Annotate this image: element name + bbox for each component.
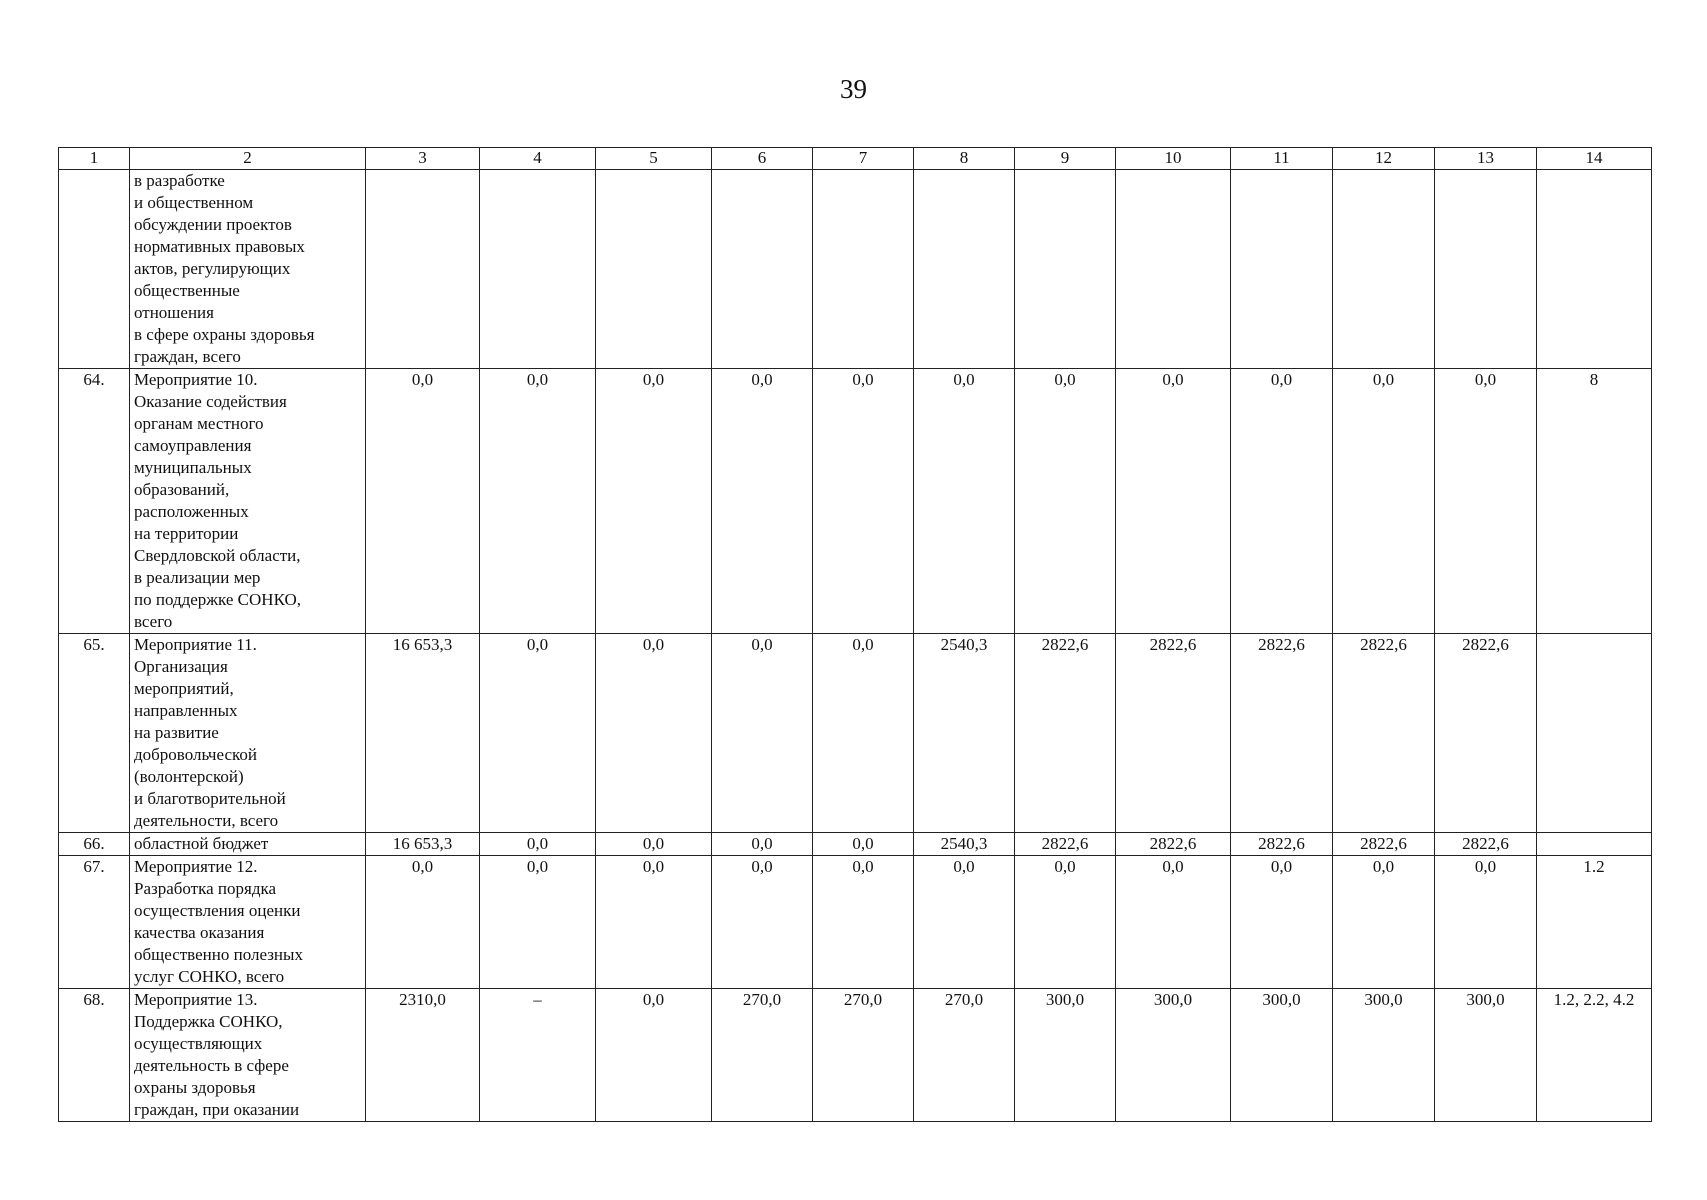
description-line: общественные	[134, 281, 240, 300]
description-line: граждан, всего	[134, 347, 241, 366]
value-cell: 2540,3	[914, 833, 1015, 856]
description-line: на территории	[134, 524, 239, 543]
column-header: 1	[59, 148, 130, 170]
description-line: в сфере охраны здоровья	[134, 325, 315, 344]
budget-table	[58, 147, 1652, 1122]
value-cell: 2822,6	[1231, 833, 1333, 856]
description-line: мероприятий,	[134, 679, 234, 698]
description-line: Разработка порядка	[134, 879, 277, 898]
column-header: 5	[596, 148, 712, 170]
column-header: 10	[1116, 148, 1231, 170]
column-header: 8	[914, 148, 1015, 170]
value-cell: 0,0	[1333, 369, 1435, 634]
description-line: качества оказания	[134, 923, 265, 942]
table-row	[59, 989, 1652, 1122]
description-line: муниципальных	[134, 458, 252, 477]
target-reference	[1537, 634, 1652, 833]
table-row	[59, 833, 1652, 856]
value-cell: 270,0	[914, 989, 1015, 1122]
page-number: 39	[840, 74, 867, 104]
value-cell: 0,0	[596, 369, 712, 634]
value-cell: 300,0	[1333, 989, 1435, 1122]
column-header: 4	[480, 148, 596, 170]
value-cell: 0,0	[914, 856, 1015, 989]
description-line: и общественном	[134, 193, 254, 212]
description-line: в реализации мер	[134, 568, 261, 587]
description-line: и благотворительной	[134, 789, 286, 808]
table-row	[59, 634, 1652, 833]
table-body	[59, 148, 1652, 1122]
description-line: общественно полезных	[134, 945, 303, 964]
value-cell: 0,0	[596, 856, 712, 989]
value-cell: 0,0	[366, 856, 480, 989]
row-number: 64.	[59, 369, 130, 634]
row-number: 67.	[59, 856, 130, 989]
description-line: услуг СОНКО, всего	[134, 967, 285, 986]
value-cell: 0,0	[712, 369, 813, 634]
description-line: областной бюджет	[134, 834, 269, 853]
description-line: деятельности, всего	[134, 811, 279, 830]
value-cell: 0,0	[1015, 856, 1116, 989]
row-description	[130, 833, 366, 856]
row-number: 65.	[59, 634, 130, 833]
value-cell: 0,0	[1333, 856, 1435, 989]
value-cell: 270,0	[813, 989, 914, 1122]
description-line: Мероприятие 11.	[134, 635, 257, 654]
value-cell: 0,0	[480, 369, 596, 634]
description-line: осуществляющих	[134, 1034, 263, 1053]
description-line: Мероприятие 10.	[134, 370, 258, 389]
value-cell: 0,0	[480, 833, 596, 856]
value-cell: 0,0	[1015, 369, 1116, 634]
value-cell: 0,0	[1231, 369, 1333, 634]
value-cell	[366, 170, 480, 369]
value-cell: 0,0	[1231, 856, 1333, 989]
value-cell: 300,0	[1231, 989, 1333, 1122]
description-line: расположенных	[134, 502, 249, 521]
value-cell: 2822,6	[1231, 634, 1333, 833]
row-number	[59, 170, 130, 369]
column-header: 11	[1231, 148, 1333, 170]
value-cell: 0,0	[596, 989, 712, 1122]
value-cell	[1015, 170, 1116, 369]
column-header: 3	[366, 148, 480, 170]
description-line: Поддержка СОНКО,	[134, 1012, 283, 1031]
value-cell: 0,0	[813, 833, 914, 856]
description-line: осуществления оценки	[134, 901, 301, 920]
value-cell: 2822,6	[1116, 833, 1231, 856]
value-cell: 16 653,3	[366, 634, 480, 833]
description-line: всего	[134, 612, 173, 631]
row-number: 66.	[59, 833, 130, 856]
value-cell: 0,0	[1116, 856, 1231, 989]
row-description	[130, 856, 366, 989]
value-cell: 0,0	[1435, 369, 1537, 634]
description-line: в разработке	[134, 171, 225, 190]
column-header: 6	[712, 148, 813, 170]
value-cell: 2822,6	[1015, 833, 1116, 856]
value-cell	[1435, 170, 1537, 369]
value-cell	[1231, 170, 1333, 369]
column-header: 12	[1333, 148, 1435, 170]
description-line: отношения	[134, 303, 214, 322]
value-cell	[813, 170, 914, 369]
value-cell	[914, 170, 1015, 369]
value-cell: 0,0	[1435, 856, 1537, 989]
table-row	[59, 170, 1652, 369]
value-cell: 16 653,3	[366, 833, 480, 856]
table-row	[59, 369, 1652, 634]
description-line: направленных	[134, 701, 238, 720]
description-line: образований,	[134, 480, 230, 499]
value-cell: 300,0	[1435, 989, 1537, 1122]
value-cell	[712, 170, 813, 369]
description-line: нормативных правовых	[134, 237, 305, 256]
value-cell: –	[480, 989, 596, 1122]
description-line: охраны здоровья	[134, 1078, 256, 1097]
target-reference	[1537, 170, 1652, 369]
value-cell: 2540,3	[914, 634, 1015, 833]
target-reference: 8	[1537, 369, 1652, 634]
value-cell: 2822,6	[1435, 833, 1537, 856]
value-cell: 0,0	[596, 634, 712, 833]
row-description	[130, 634, 366, 833]
value-cell: 2822,6	[1333, 634, 1435, 833]
column-header: 2	[130, 148, 366, 170]
target-reference: 1.2, 2.2, 4.2	[1537, 989, 1652, 1122]
column-header: 14	[1537, 148, 1652, 170]
description-line: на развитие	[134, 723, 219, 742]
value-cell: 0,0	[712, 856, 813, 989]
value-cell	[596, 170, 712, 369]
description-line: Организация	[134, 657, 228, 676]
value-cell: 0,0	[813, 634, 914, 833]
value-cell: 0,0	[914, 369, 1015, 634]
header-row	[59, 148, 1652, 170]
description-line: (волонтерской)	[134, 767, 244, 786]
description-line: граждан, при оказании	[134, 1100, 300, 1119]
value-cell: 300,0	[1116, 989, 1231, 1122]
table-row	[59, 856, 1652, 989]
description-line: актов, регулирующих	[134, 259, 291, 278]
column-header: 9	[1015, 148, 1116, 170]
description-line: Мероприятие 13.	[134, 990, 258, 1009]
value-cell: 0,0	[712, 634, 813, 833]
description-line: Оказание содействия	[134, 392, 287, 411]
row-description	[130, 369, 366, 634]
value-cell: 0,0	[596, 833, 712, 856]
value-cell: 0,0	[813, 369, 914, 634]
value-cell: 0,0	[712, 833, 813, 856]
target-reference	[1537, 833, 1652, 856]
row-description	[130, 989, 366, 1122]
value-cell: 0,0	[366, 369, 480, 634]
value-cell: 2310,0	[366, 989, 480, 1122]
target-reference: 1.2	[1537, 856, 1652, 989]
description-line: органам местного	[134, 414, 264, 433]
description-line: деятельность в сфере	[134, 1056, 289, 1075]
value-cell: 2822,6	[1435, 634, 1537, 833]
description-line: добровольческой	[134, 745, 257, 764]
value-cell: 300,0	[1015, 989, 1116, 1122]
value-cell	[480, 170, 596, 369]
value-cell: 0,0	[480, 634, 596, 833]
row-number: 68.	[59, 989, 130, 1122]
column-header: 13	[1435, 148, 1537, 170]
description-line: Свердловской области,	[134, 546, 301, 565]
value-cell: 2822,6	[1116, 634, 1231, 833]
column-header: 7	[813, 148, 914, 170]
description-line: самоуправления	[134, 436, 252, 455]
value-cell: 270,0	[712, 989, 813, 1122]
value-cell	[1116, 170, 1231, 369]
row-description	[130, 170, 366, 369]
value-cell: 2822,6	[1333, 833, 1435, 856]
value-cell: 0,0	[480, 856, 596, 989]
value-cell	[1333, 170, 1435, 369]
description-line: по поддержке СОНКО,	[134, 590, 302, 609]
value-cell: 0,0	[813, 856, 914, 989]
description-line: Мероприятие 12.	[134, 857, 258, 876]
value-cell: 0,0	[1116, 369, 1231, 634]
value-cell: 2822,6	[1015, 634, 1116, 833]
description-line: обсуждении проектов	[134, 215, 292, 234]
